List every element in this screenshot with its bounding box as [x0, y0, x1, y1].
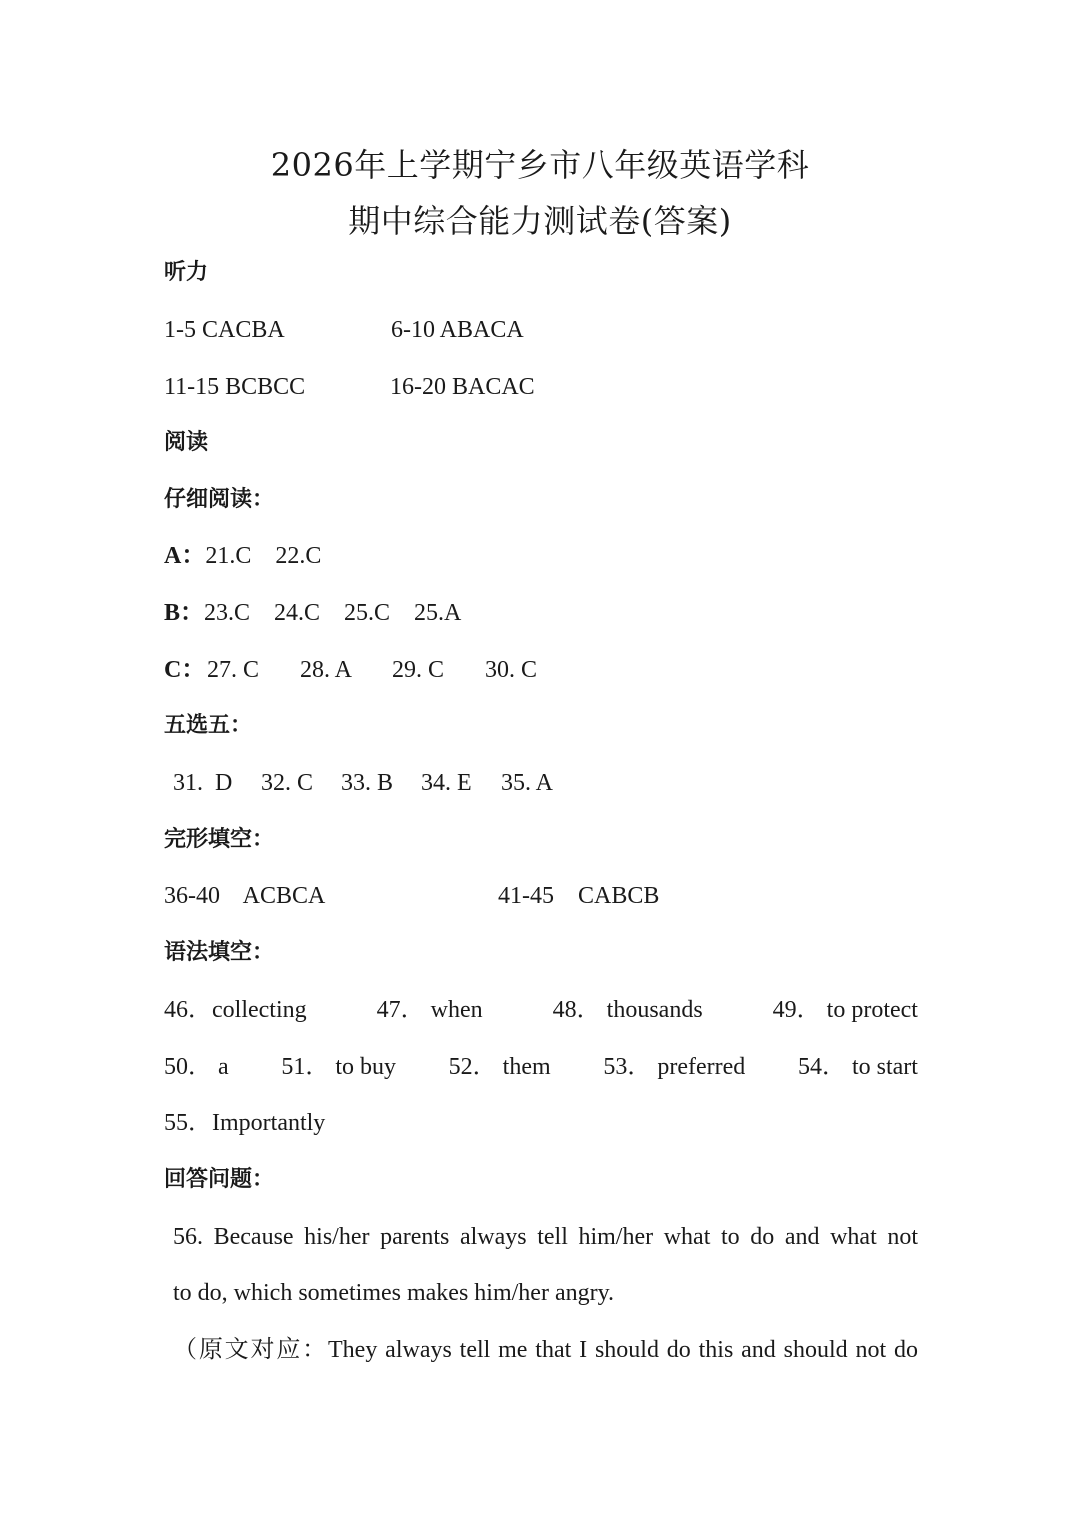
q56-answer-line1: 56. Because his/her parents always tell him/her what to do and what not — [173, 1224, 918, 1250]
answer-questions-heading: 回答问题： — [164, 1167, 275, 1192]
grammar-row-2 — [164, 1052, 918, 1082]
grammar-answer: 51． to buy — [281, 1054, 396, 1080]
grammar-answer: 55．Importantly — [164, 1110, 326, 1136]
reading-a-answers: 21.C 22.C — [205, 543, 322, 569]
grammar-answer: 53． preferred — [603, 1054, 746, 1080]
reading-c-label: C： — [164, 657, 206, 683]
listening-answers-16-20: 16-20 BACAC — [390, 374, 535, 400]
reading-c-answer: 27. C — [207, 657, 260, 683]
reading-a-label: A： — [164, 543, 206, 569]
grammar-answer: 52． them — [448, 1054, 551, 1080]
document-title-line2: 期中综合能力测试卷(答案) — [348, 202, 732, 240]
reading-heading: 阅读 — [164, 430, 209, 455]
reading-c-answer: 28. A — [300, 657, 353, 683]
reading-c-answer: 30. C — [485, 657, 538, 683]
reading-b-label: B： — [164, 600, 205, 626]
five-choose-five-answer: 31. D — [173, 770, 233, 796]
five-choose-five-answer: 33. B — [341, 770, 394, 796]
listening-answers-6-10: 6-10 ABACA — [391, 317, 524, 343]
listening-answers-11-15: 11-15 BCBCC — [164, 374, 306, 400]
grammar-row-1 — [164, 995, 918, 1025]
reading-b-row — [164, 598, 461, 628]
cloze-answers-41-45: 41-45 CABCB — [498, 883, 660, 909]
grammar-answer: 48． thousands — [552, 997, 703, 1023]
careful-reading-heading: 仔细阅读： — [164, 487, 275, 512]
document-title-line1: 2026年上学期宁乡市八年级英语学科 — [270, 146, 810, 184]
grammar-answer: 50． a — [164, 1054, 229, 1080]
grammar-answer: 49． to protect — [772, 997, 918, 1023]
q56-answer-line2: to do, which sometimes makes him/her angry. — [173, 1280, 615, 1306]
grammar-answer: 47． when — [376, 997, 483, 1023]
cloze-answers-36-40: 36-40 ACBCA — [164, 883, 326, 909]
five-choose-five-answer: 35. A — [501, 770, 554, 796]
grammar-answer: 54． to start — [797, 1054, 918, 1080]
five-choose-five-answer: 34. E — [421, 770, 472, 796]
five-choose-five-heading: 五选五： — [164, 713, 253, 738]
listening-answers-1-5: 1-5 CACBA — [164, 317, 285, 343]
grammar-fill-heading: 语法填空： — [164, 940, 275, 965]
cloze-heading: 完形填空： — [164, 827, 275, 852]
five-choose-five-answer: 32. C — [261, 770, 314, 796]
reading-a-row — [164, 541, 321, 571]
reading-b-answers: 23.C 24.C 25.C 25.A — [204, 600, 462, 626]
grammar-answer: 46．collecting — [164, 997, 307, 1023]
listening-heading: 听力 — [164, 260, 209, 285]
reading-c-answer: 29. C — [392, 657, 445, 683]
original-text-reference: （原文对应：They always tell me that I should do this and should not do — [173, 1337, 918, 1363]
